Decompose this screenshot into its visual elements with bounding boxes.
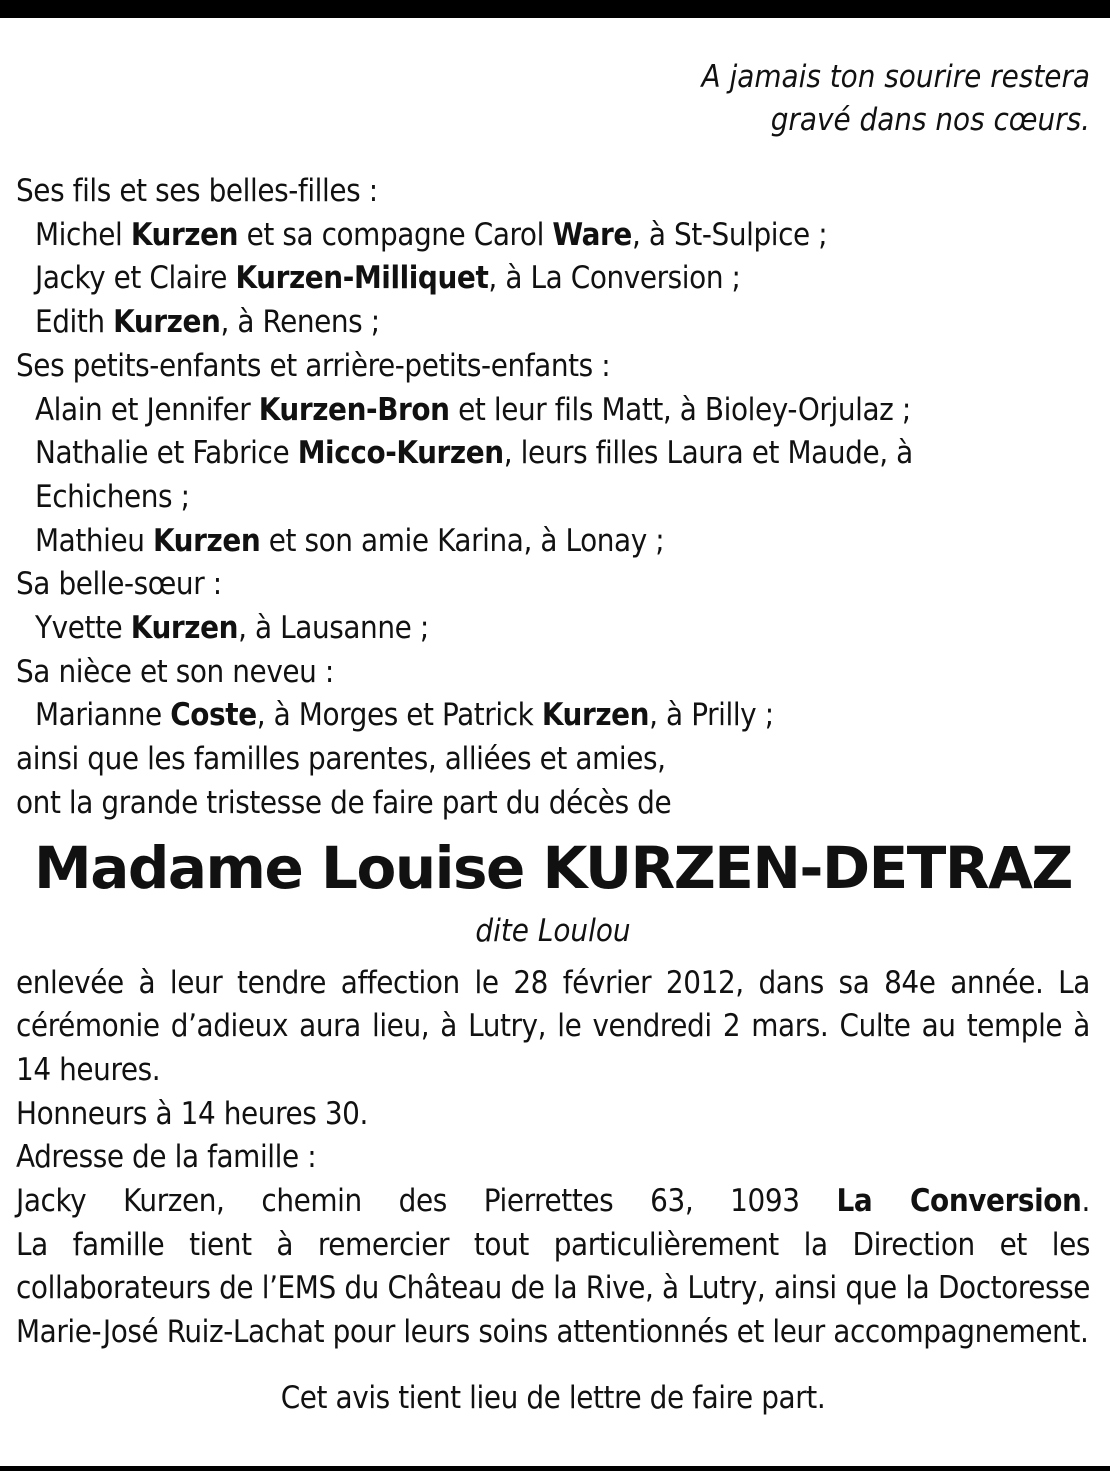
deceased-name: Madame Louise KURZEN-DETRAZ (34, 833, 1072, 902)
niece-nephew-heading: Sa nièce et son neveu : (16, 653, 334, 690)
death-details-paragraph: enlevée à leur tendre affection le 28 février 2012, dans sa 84e année. La cérémonie d’adieux aura lieu, à Lutry, le vendredi 2 mars. Culte au temple à 14 heures. (16, 964, 1090, 1088)
family-member-line-continued: Echichens ; (35, 478, 190, 515)
family-member-line: Nathalie et Fabrice Micco-Kurzen, leurs filles Laura et Maude, à (35, 435, 913, 472)
thanks-paragraph: La famille tient à remercier tout particulièrement la Direction et les collaborateurs de l’EMS du Château de la Rive, à Lutry, ainsi que la Doctoresse Marie-José Ruiz-Lachat pour leurs soins attentionnés et leur accompagnement. (16, 1226, 1090, 1351)
bottom-border-rule (0, 1466, 1110, 1471)
top-border-rule (0, 0, 1110, 18)
family-address: Jacky Kurzen, chemin des Pierrettes 63, 1093 La Conversion. (16, 1183, 1090, 1220)
sons-heading: Ses fils et ses belles-filles : (16, 173, 378, 209)
family-member-line: Mathieu Kurzen et son amie Karina, à Lonay ; (35, 522, 665, 559)
family-member-line: Yvette Kurzen, à Lausanne ; (35, 610, 429, 647)
closing-line: ainsi que les familles parentes, alliées et amies, (16, 741, 666, 778)
sister-in-law-heading: Sa belle-sœur : (16, 566, 222, 603)
footer-note: Cet avis tient lieu de lettre de faire part. (280, 1379, 826, 1416)
obituary-notice (16, 56, 1090, 1420)
epigraph-line: A jamais ton sourire restera (701, 59, 1090, 95)
family-member-line: Jacky et Claire Kurzen-Milliquet, à La Conversion ; (35, 260, 741, 297)
epigraph (16, 56, 1090, 142)
closing-line: ont la grande tristesse de faire part du décès de (16, 784, 672, 821)
family-member-line: Marianne Coste, à Morges et Patrick Kurzen, à Prilly ; (35, 697, 774, 734)
honours-line: Honneurs à 14 heures 30. (16, 1095, 368, 1132)
epigraph-line: gravé dans nos cœurs. (770, 102, 1090, 138)
family-member-line: Michel Kurzen et sa compagne Carol Ware, à St-Sulpice ; (35, 216, 828, 253)
address-heading: Adresse de la famille : (16, 1139, 317, 1176)
family-member-line: Edith Kurzen, à Renens ; (35, 304, 380, 341)
family-member-line: Alain et Jennifer Kurzen-Bron et leur fils Matt, à Bioley-Orjulaz ; (35, 391, 911, 428)
deceased-nickname: dite Loulou (475, 912, 631, 949)
grandchildren-heading: Ses petits-enfants et arrière-petits-enfants : (16, 347, 611, 384)
